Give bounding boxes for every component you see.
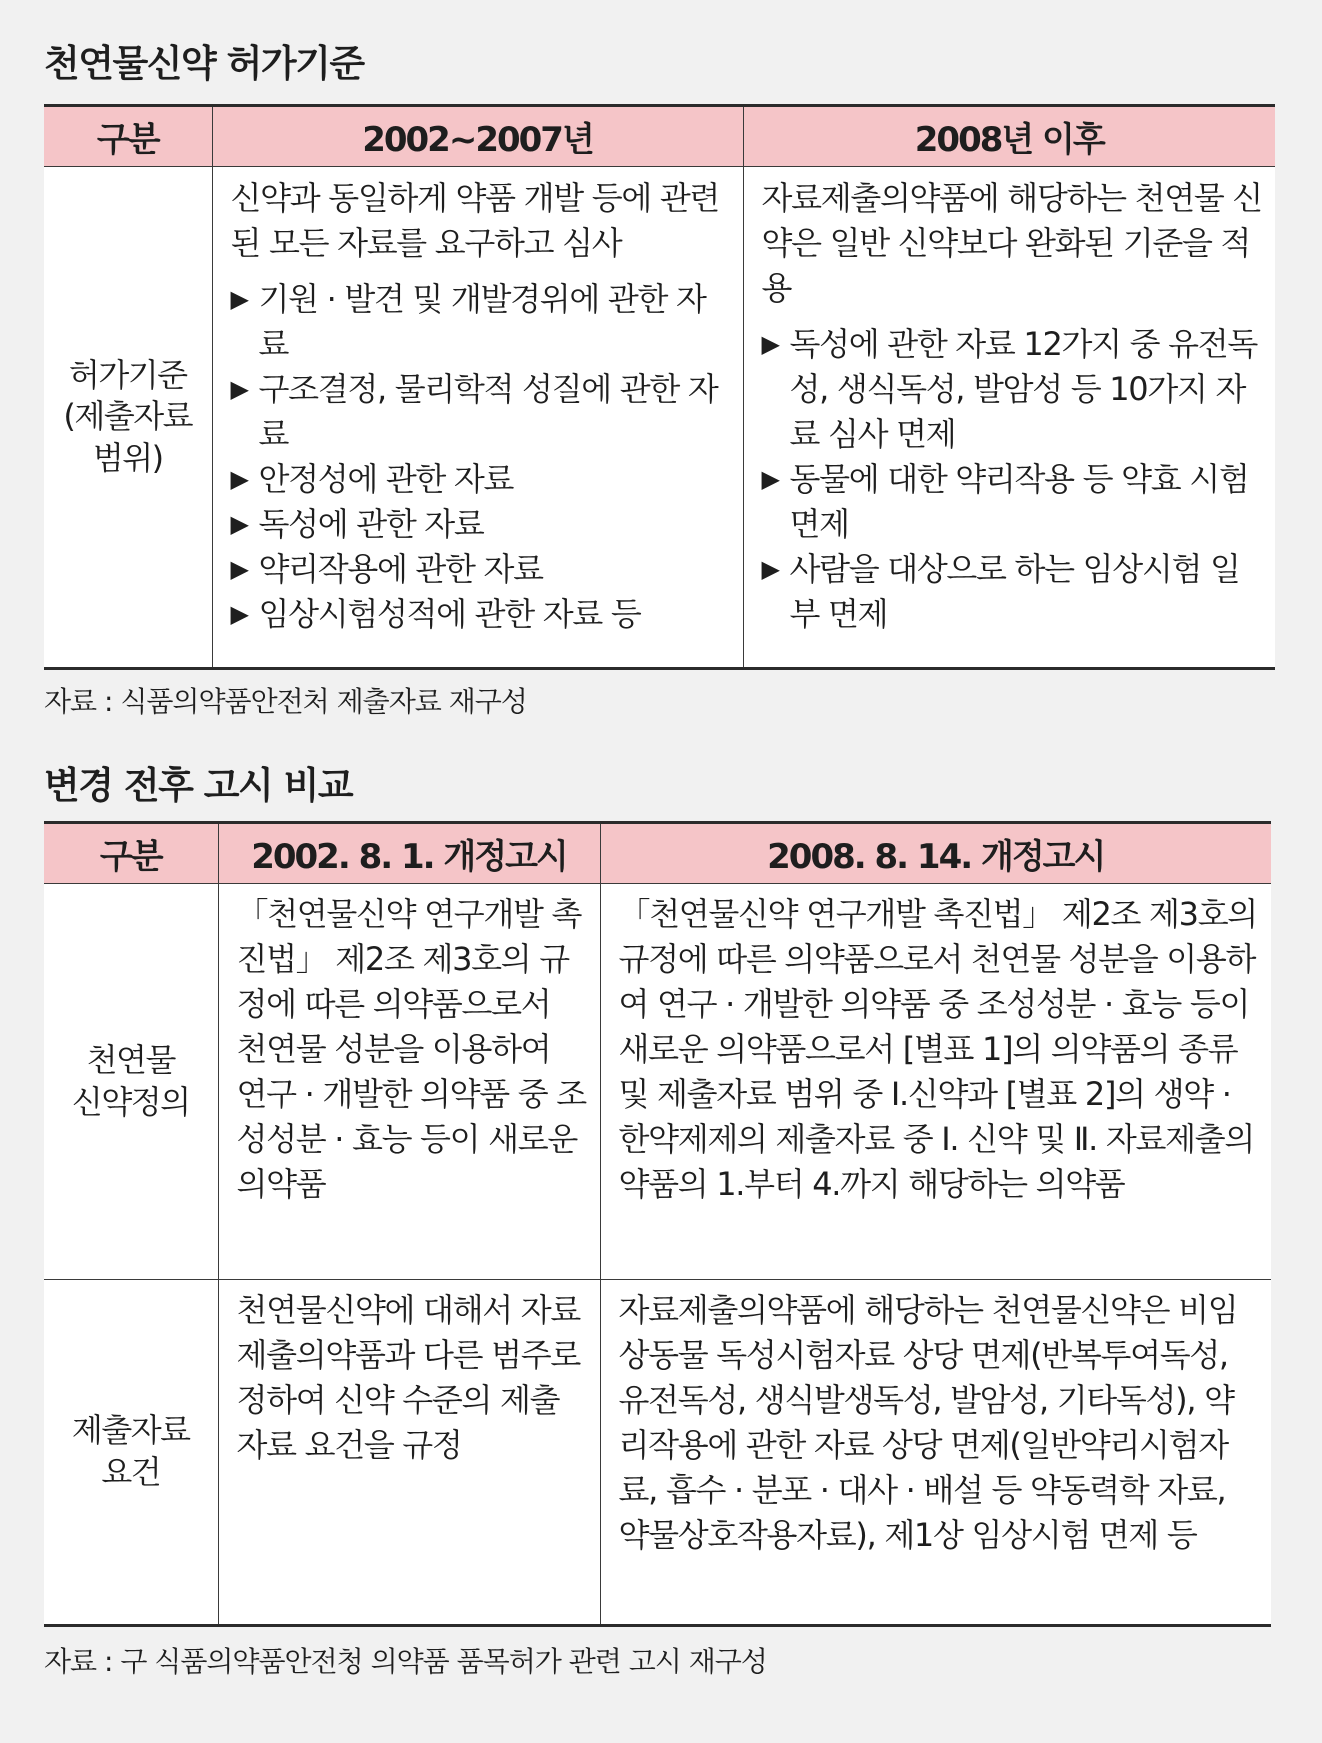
list-item: ▶ 기원 · 발견 및 개발경위에 관한 자료 [231, 277, 729, 367]
header-2002-2007: 2002~2007년 [212, 106, 743, 167]
list-item: ▶ 임상시험성적에 관한 자료 등 [231, 592, 729, 637]
header-category: 구분 [44, 106, 212, 167]
list-item: ▶ 구조결정, 물리학적 성질에 관한 자료 [231, 367, 729, 457]
header-2008-notice: 2008. 8. 14. 개정고시 [600, 823, 1271, 884]
row-label-definition: 천연물 신약정의 [44, 884, 218, 1280]
header-category: 구분 [44, 823, 218, 884]
source-note-1: 자료 : 식품의약품안전처 제출자료 재구성 [44, 685, 527, 718]
header-2002-notice: 2002. 8. 1. 개정고시 [218, 823, 600, 884]
list-item: ▶ 약리작용에 관한 자료 [231, 547, 729, 592]
intro-text: 자료제출의약품에 해당하는 천연물 신약은 일반 신약보다 완화된 기준을 적용 [761, 179, 1262, 307]
header-2008-after: 2008년 이후 [743, 106, 1275, 167]
table2-title: 변경 전후 고시 비교 [44, 764, 353, 807]
row-label-approval-criteria: 허가기준 (제출자료 범위) [44, 167, 212, 669]
cell-definition-2002: 「천연물신약 연구개발 촉진법」 제2조 제3호의 규정에 따른 의약품으로서 천연물 성분을 이용하여 연구 · 개발한 의약품 중 조성성분 · 효능 등이 새로운 의약품 [218, 884, 600, 1280]
list-item: ▶ 안정성에 관한 자료 [231, 457, 729, 502]
cell-requirements-2008: 자료제출의약품에 해당하는 천연물신약은 비임상동물 독성시험자료 상당 면제(반복투여독성, 유전독성, 생식발생독성, 발암성, 기타독성), 약리작용에 관한 자료 상당 면제(일반약리시험자료, 흡수 · 분포 · 대사 · 배설 등 약동력학 자료, 약물상호작용자료), 제1상 임상시험 면제 등 [600, 1280, 1271, 1626]
cell-2008-after [743, 167, 1275, 669]
list-item: ▶ 사람을 대상으로 하는 임상시험 일부 면제 [762, 547, 1266, 637]
approval-criteria-table [44, 104, 1275, 670]
list-item: ▶ 독성에 관한 자료 [231, 502, 729, 547]
list-item: ▶ 동물에 대한 약리작용 등 약효 시험 면제 [762, 457, 1266, 547]
exemption-list [762, 322, 1266, 637]
list-item: ▶ 독성에 관한 자료 12가지 중 유전독성, 생식독성, 발암성 등 10가지 자료 심사 면제 [762, 322, 1266, 457]
table1-title: 천연물신약 허가기준 [44, 42, 364, 85]
cell-requirements-2002: 천연물신약에 대해서 자료제출의약품과 다른 범주로 정하여 신약 수준의 제출자료 요건을 규정 [218, 1280, 600, 1626]
cell-2002-2007 [212, 167, 743, 669]
intro-text: 신약과 동일하게 약품 개발 등에 관련된 모든 자료를 요구하고 심사 [230, 179, 720, 262]
notice-comparison-table [44, 821, 1271, 1627]
cell-definition-2008: 「천연물신약 연구개발 촉진법」 제2조 제3호의 규정에 따른 의약품으로서 천연물 성분을 이용하여 연구 · 개발한 의약품 중 조성성분 · 효능 등이 새로운 의약품으로서 [별표 1]의 의약품의 종류 및 제출자료 범위 중 Ⅰ.신약과 [별표 2]의 생약 · 한약제제의 제출자료 중 Ⅰ. 신약 및 Ⅱ. 자료제출의약품의 1.부터 4.까지 해당하는 의약품 [600, 884, 1271, 1280]
row-label-requirements: 제출자료 요건 [44, 1280, 218, 1626]
requirement-list [231, 277, 729, 637]
source-note-2: 자료 : 구 식품의약품안전청 의약품 품목허가 관련 고시 재구성 [44, 1645, 767, 1678]
